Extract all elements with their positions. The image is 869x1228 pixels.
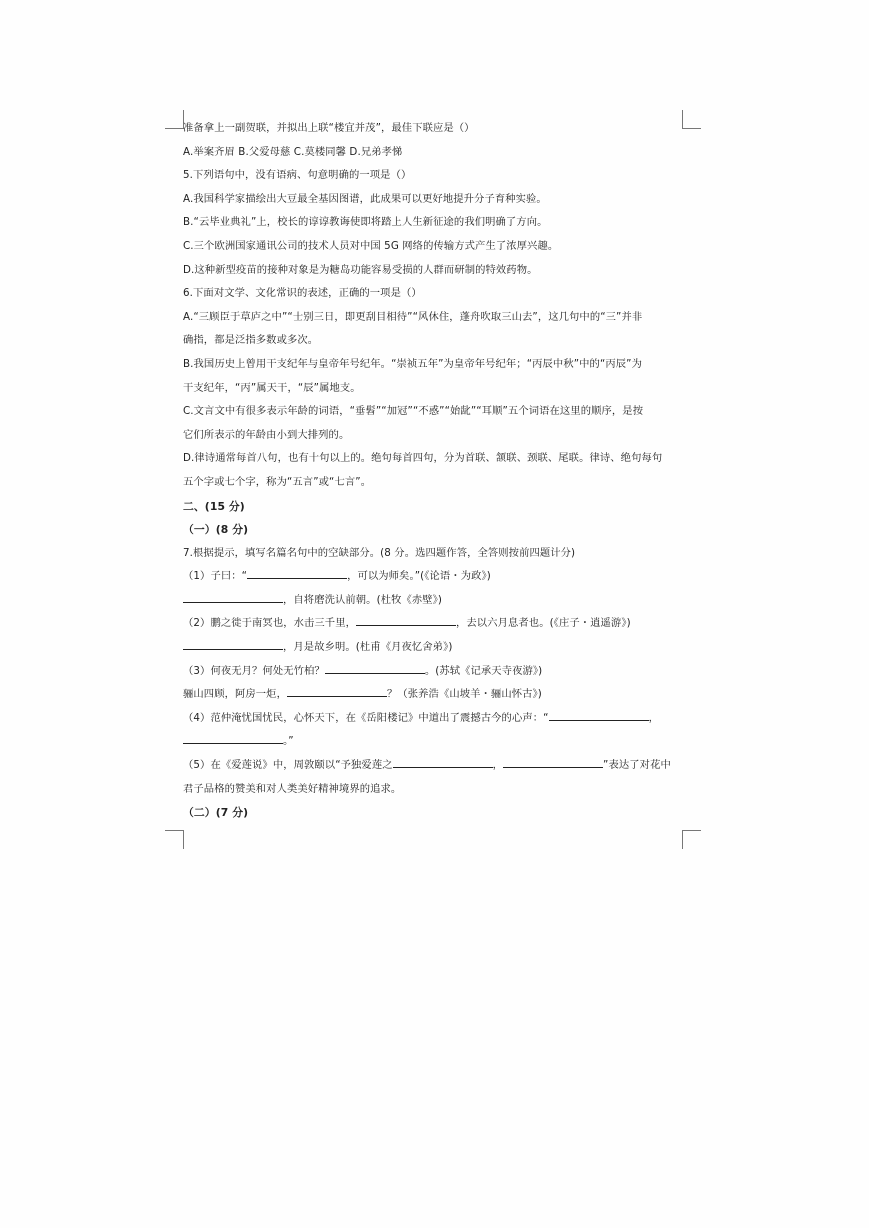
- crop-mark-top-right: [682, 110, 701, 129]
- q7-item-4: [183, 707, 683, 731]
- question-6-option-d-cont: 五个字或七个字，称为“五言”或“七言”。: [183, 475, 372, 488]
- q7-item-3: [183, 660, 683, 684]
- q7-item-5-mid: ，: [492, 759, 504, 772]
- q7-item-2-prefix: （2）鹏之徙于南冥也，水击三千里，: [183, 617, 357, 630]
- q7-item-4-suffix: ，: [648, 711, 659, 724]
- answer-blank[interactable]: [183, 591, 283, 603]
- question-5-option-c: C.三个欧洲国家通讯公司的技术人员对中国 5G 网络的传输方式产生了浓厚兴趣。: [183, 239, 559, 252]
- q7-item-3b-prefix: 骊山四顾，阿房一炬，: [183, 688, 287, 701]
- crop-mark-top-left: [165, 110, 184, 129]
- answer-blank[interactable]: [356, 614, 456, 626]
- q7-item-4b-suffix: 。”: [283, 735, 294, 748]
- section-2-heading: 二、(15 分): [183, 499, 245, 513]
- q7-item-4b: [183, 730, 683, 754]
- q7-item-3-prefix: （3）何夜无月？何处无竹柏？: [183, 664, 325, 677]
- crop-mark-bottom-left: [165, 830, 184, 849]
- q7-item-5-cont: 君子品格的赞美和对人类美好精神境界的追求。: [183, 782, 402, 795]
- answer-blank[interactable]: [247, 567, 347, 579]
- q7-item-3b: [183, 683, 683, 707]
- answer-blank[interactable]: [287, 685, 387, 697]
- question-5-option-b: B.“云毕业典礼”上，校长的谆谆教诲使即将踏上人生新征途的我们明确了方向。: [183, 216, 548, 229]
- question-6-option-d: D.律诗通常每首八句，也有十句以上的。绝句每首四句，分为首联、颔联、颈联、尾联。律诗、绝句每句: [183, 452, 663, 465]
- question-5-option-a: A.我国科学家描绘出大豆最全基因图谱，此成果可以更好地提升分子育种实验。: [183, 192, 547, 205]
- answer-blank[interactable]: [503, 756, 603, 768]
- q7-item-5: [183, 754, 683, 778]
- question-7-stem: 7.根据提示，填写名篇名句中的空缺部分。(8 分。选四题作答，全答则按前四题计分): [183, 546, 576, 559]
- question-6-option-b-cont: 干支纪年，“丙”属天干，“辰”属地支。: [183, 381, 361, 394]
- question-5-option-d: D.这种新型疫苗的接种对象是为糖岛功能容易受损的人群而研制的特效药物。: [183, 263, 538, 276]
- q7-item-2-suffix: ，去以六月息者也。(《庄子・逍遥游》): [456, 617, 631, 630]
- question-5-stem: 5.下列语句中，没有语病、句意明确的一项是（）: [183, 169, 412, 182]
- answer-blank[interactable]: [393, 756, 493, 768]
- question-6-option-a-cont: 确指，都是泛指多数或多次。: [183, 334, 319, 347]
- q7-item-4-prefix: （4）范仲淹忧国忧民，心怀天下，在《岳阳楼记》中道出了震撼古今的心声：“: [183, 711, 549, 724]
- exam-content: [183, 117, 683, 825]
- answer-blank[interactable]: [325, 662, 425, 674]
- question-4-options: A.举案齐眉 B.父爱母慈 C.莫楼同馨 D.兄弟孝悌: [183, 145, 403, 158]
- q7-item-2: [183, 612, 683, 636]
- q7-item-1-suffix: ，可以为师矣。”(《论语・为政》): [347, 570, 491, 583]
- question-6-option-a: A.“三顾臣于草庐之中”“士别三日，即更刮目相待”“风休住，蓬舟吹取三山去”，这几句中的“三”并非: [183, 310, 643, 323]
- q7-item-2b: [183, 636, 683, 660]
- subsection-1-heading: （一）(8 分): [183, 523, 249, 537]
- crop-mark-bottom-right: [682, 830, 701, 849]
- q7-item-3-suffix: 。(苏轼《记承天寺夜游》): [424, 664, 543, 677]
- question-6-stem: 6.下面对文学、文化常识的表述，正确的一项是（）: [183, 287, 422, 300]
- q7-item-3b-suffix: ？（张养浩《山坡羊・骊山怀古》): [386, 688, 542, 701]
- question-6-option-c: C.文言文中有很多表示年龄的词语，“垂髫”“加冠”“不惑”“始龀”“耳顺”五个词语在这里的顺序，是按: [183, 405, 644, 418]
- q7-item-1b: [183, 589, 683, 613]
- q7-item-1b-suffix: ，自将磨洗认前朝。(杜牧《赤壁》): [283, 593, 443, 606]
- q7-item-1-prefix: （1）子曰：“: [183, 570, 248, 583]
- q7-item-5-suffix: ”表达了对花中: [603, 759, 671, 772]
- subsection-2-heading: （二）(7 分): [183, 806, 249, 820]
- answer-blank[interactable]: [183, 732, 283, 744]
- answer-blank[interactable]: [183, 638, 283, 650]
- q7-item-2b-suffix: ，月是故乡明。(杜甫《月夜忆舍弟》): [283, 641, 453, 654]
- question-6-option-b: B.我国历史上曾用干支纪年与皇帝年号纪年。“崇祯五年”为皇帝年号纪年；“丙辰中秋”中的“丙辰”为: [183, 357, 643, 370]
- answer-blank[interactable]: [549, 709, 649, 721]
- question-6-option-c-cont: 它们所表示的年龄由小到大排列的。: [183, 428, 350, 441]
- q7-item-1: [183, 565, 683, 589]
- q7-item-5-prefix: （5）在《爱莲说》中，周敦颐以“予独爱莲之: [183, 759, 393, 772]
- question-4-stem: 准备拿上一副贺联，并拟出上联“楼宜并茂”，最佳下联应是（）: [183, 122, 475, 134]
